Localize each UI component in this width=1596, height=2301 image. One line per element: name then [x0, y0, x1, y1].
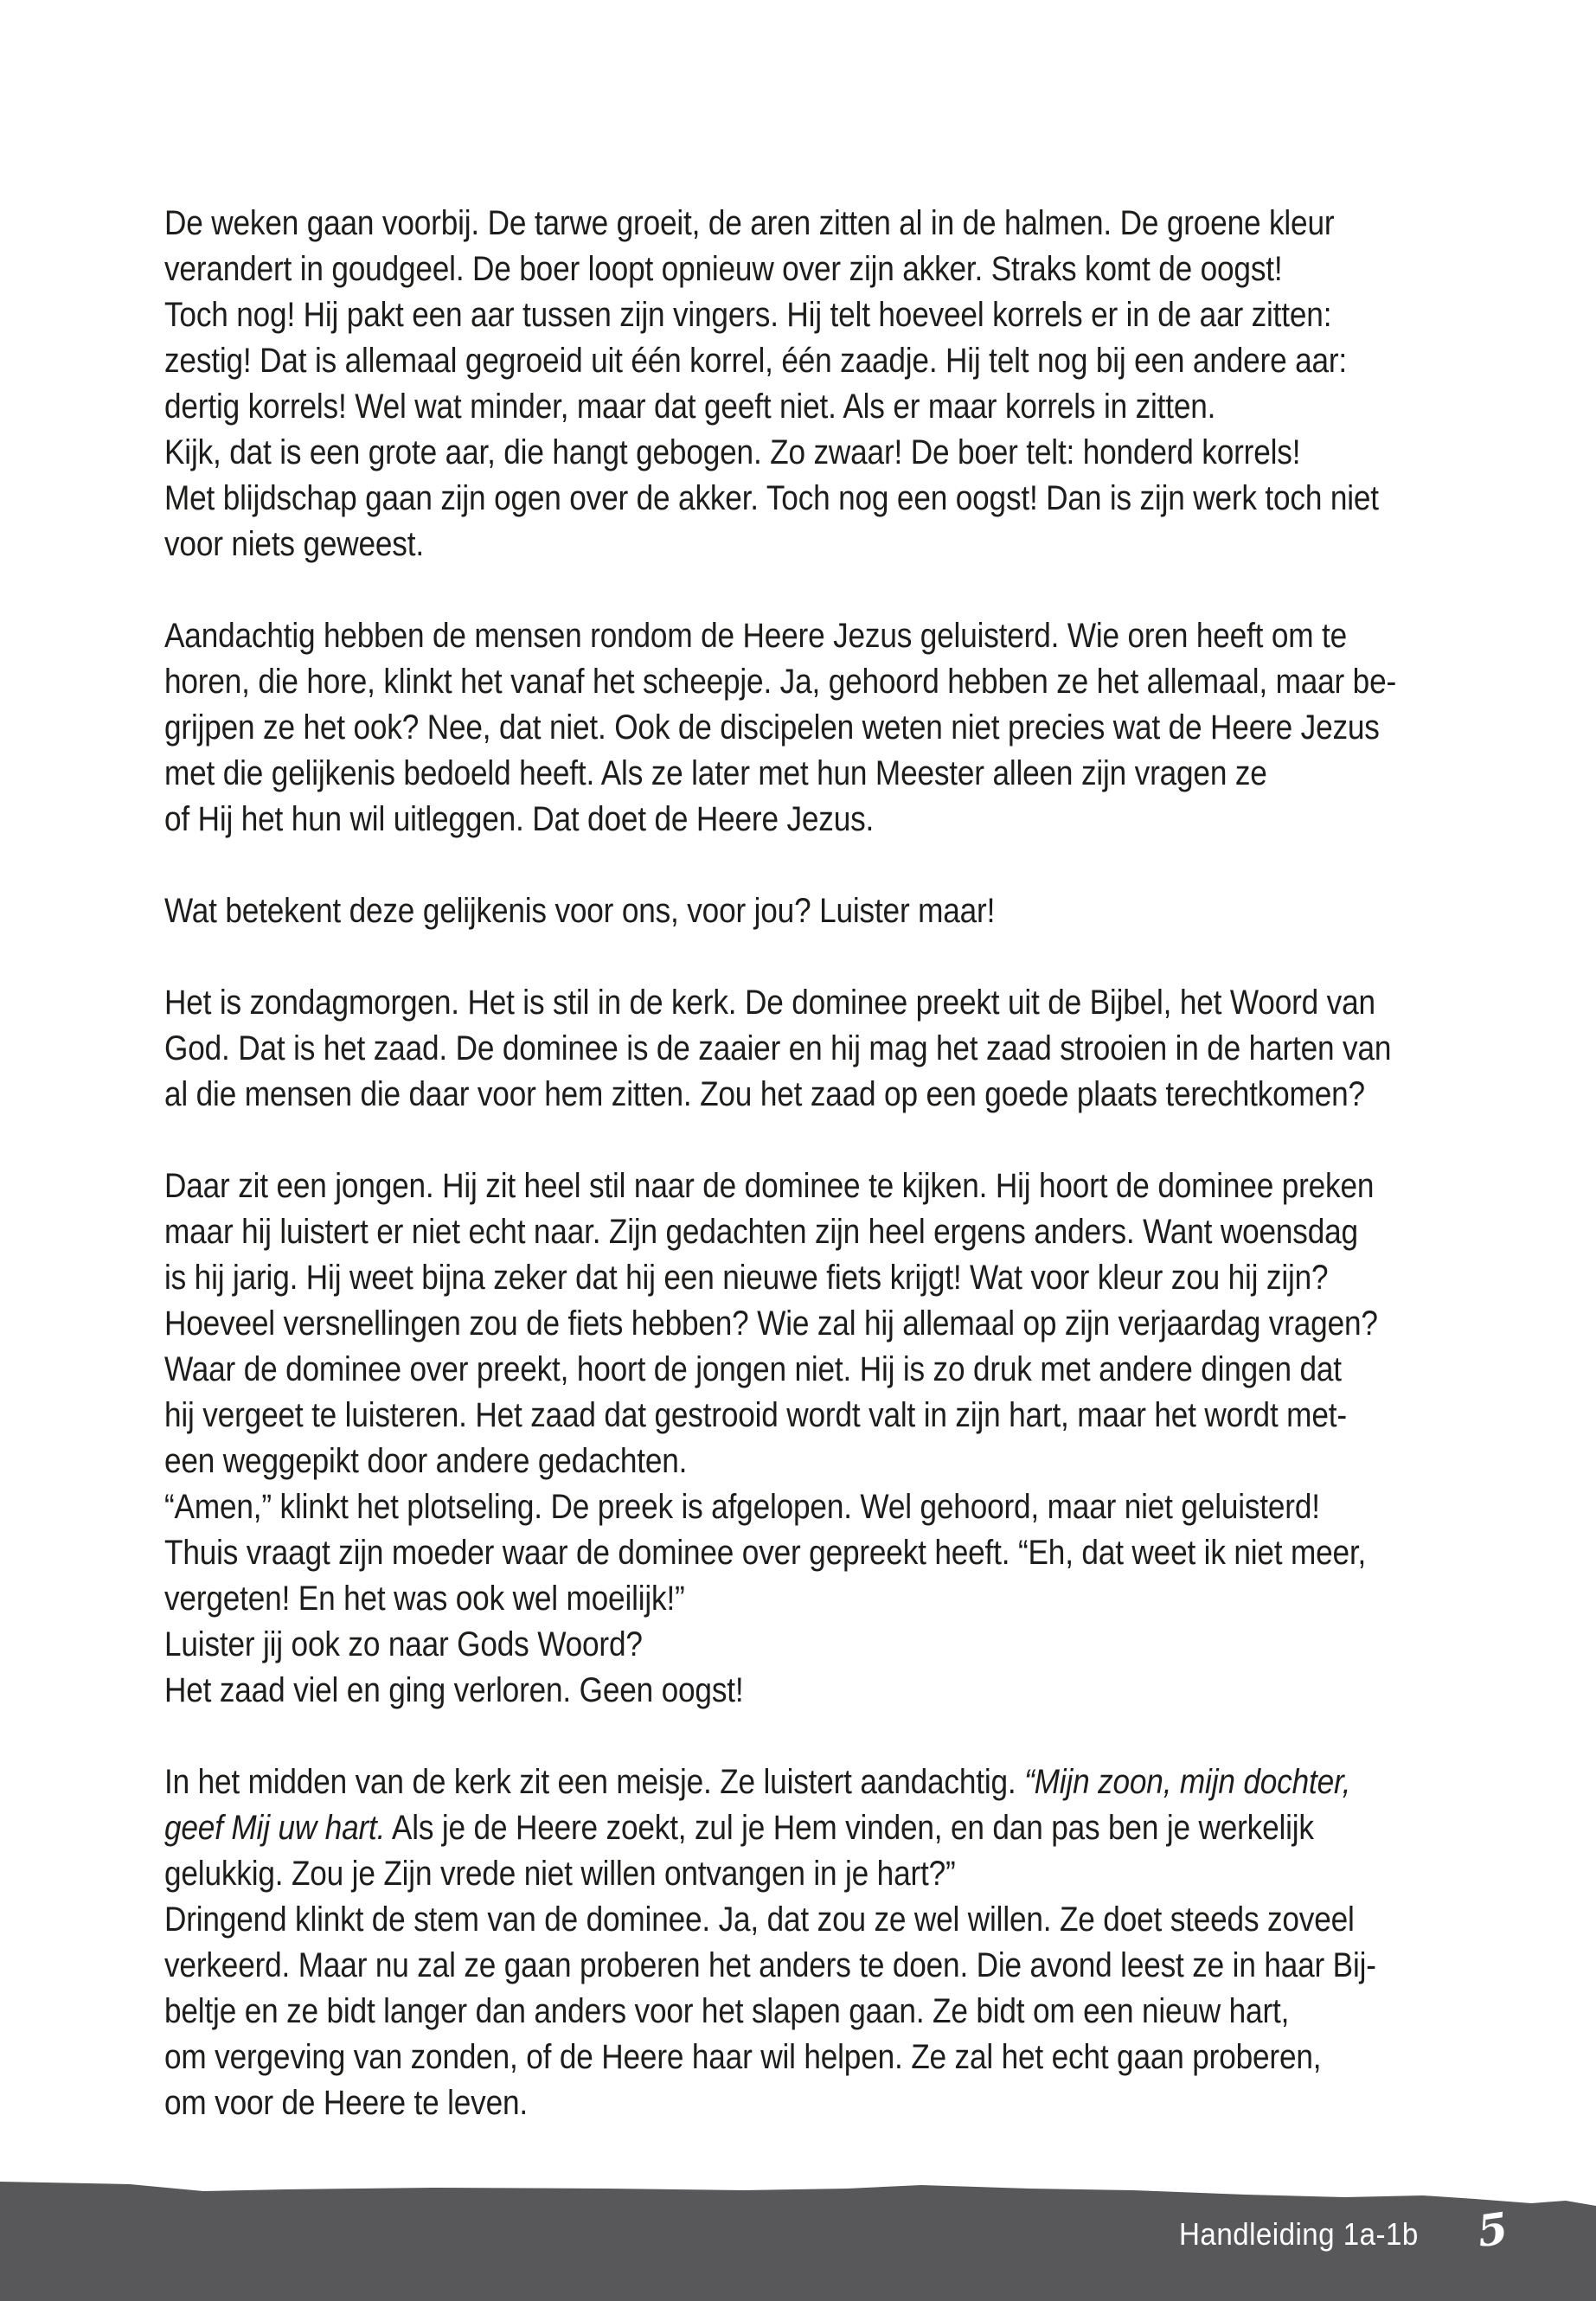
text-line: maar hij luistert er niet echt naar. Zijn gedachten zijn heel ergens anders. Want woensdag [164, 1213, 1358, 1251]
text-line: verkeerd. Maar nu zal ze gaan proberen het anders te doen. Die avond leest ze in haar Bij- [164, 1946, 1376, 1984]
text-line: De weken gaan voorbij. De tarwe groeit, de aren zitten al in de halmen. De groene kleur [164, 204, 1335, 242]
text-segment-italic: “Mijn zoon, mijn dochter, [1024, 1763, 1351, 1801]
text-line: dertig korrels! Wel wat minder, maar dat geeft niet. Als er maar korrels in zitten. [164, 388, 1216, 426]
paragraph-question [164, 888, 1474, 934]
text-line: vergeten! En het was ook wel moeilijk!” [164, 1580, 685, 1618]
paragraph-boy [164, 1163, 1474, 1714]
text-line: zestig! Dat is allemaal gegroeid uit één korrel, één zaadje. Hij telt nog bij een andere aar: [164, 342, 1348, 380]
text-line: Aandachtig hebben de mensen rondom de Heere Jezus geluisterd. Wie oren heeft om te [164, 617, 1348, 655]
text-line: “Amen,” klinkt het plotseling. De preek is afgelopen. Wel gehoord, maar niet geluisterd! [164, 1488, 1320, 1526]
text-line: Kijk, dat is een grote aar, die hangt gebogen. Zo zwaar! De boer telt: honderd korrels! [164, 433, 1301, 471]
text-line: Het zaad viel en ging verloren. Geen oogst! [164, 1671, 744, 1709]
text-line: Thuis vraagt zijn moeder waar de dominee over gepreekt heeft. “Eh, dat weet ik niet meer, [164, 1534, 1367, 1572]
text-line: gelukkig. Zou je Zijn vrede niet willen ontvangen in je hart?” [164, 1855, 956, 1893]
text-line [164, 1805, 1474, 1851]
text-segment: Als je de Heere zoekt, zul je Hem vinden, en dan pas ben je werkelijk [385, 1809, 1314, 1847]
text-line: horen, die hore, klinkt het vanaf het scheepje. Ja, gehoord hebben ze het allemaal, maar be- [164, 663, 1397, 701]
text-line: hij vergeet te luisteren. Het zaad dat gestrooid wordt valt in zijn hart, maar het wordt met- [164, 1396, 1347, 1434]
text-segment: In het midden van de kerk zit een meisje. Ze luistert aandachtig. [164, 1763, 1025, 1801]
footer-section-label: Handleiding 1a-1b [1179, 2216, 1419, 2252]
text-line: Hoeveel versnellingen zou de fiets hebben? Wie zal hij allemaal op zijn verjaardag vragen? [164, 1304, 1378, 1343]
paragraph-listeners [164, 613, 1474, 843]
text-line: een weggepikt door andere gedachten. [164, 1442, 688, 1480]
text-line: Het is zondagmorgen. Het is stil in de kerk. De dominee preekt uit de Bijbel, het Woord van [164, 984, 1375, 1022]
text-line: Wat betekent deze gelijkenis voor ons, voor jou? Luister maar! [164, 892, 996, 930]
text-line: grijpen ze het ook? Nee, dat niet. Ook de discipelen weten niet precies wat de Heere Jezus [164, 708, 1380, 747]
text-line: Met blijdschap gaan zijn ogen over de akker. Toch nog een oogst! Dan is zijn werk toch niet [164, 479, 1379, 517]
text-line: Dringend klinkt de stem van de dominee. Ja, dat zou ze wel willen. Ze doet steeds zoveel [164, 1900, 1355, 1939]
paragraph-girl [164, 1759, 1474, 2126]
text-line: om voor de Heere te leven. [164, 2084, 529, 2122]
text-line: Luister jij ook zo naar Gods Woord? [164, 1625, 643, 1663]
text-line: al die mensen die daar voor hem zitten. Zou het zaad op een goede plaats terechtkomen? [164, 1075, 1365, 1113]
text-line: Toch nog! Hij pakt een aar tussen zijn vingers. Hij telt hoeveel korrels er in de aar zitten: [164, 296, 1332, 334]
text-segment-italic: geef Mij uw hart. [164, 1809, 386, 1847]
text-line: met die gelijkenis bedoeld heeft. Als ze later met hun Meester alleen zijn vragen ze [164, 754, 1267, 792]
text-line [164, 1759, 1474, 1805]
page-body-text [164, 201, 1474, 2126]
page-number: 5 [1474, 2202, 1511, 2258]
text-line: of Hij het hun wil uitleggen. Dat doet de Heere Jezus. [164, 800, 875, 838]
text-line: Daar zit een jongen. Hij zit heel stil naar de dominee te kijken. Hij hoort de dominee preken [164, 1167, 1375, 1205]
text-line: is hij jarig. Hij weet bijna zeker dat hij een nieuwe fiets krijgt! Wat voor kleur zou hij zijn? [164, 1259, 1329, 1297]
paragraph-harvest [164, 201, 1474, 567]
text-line: Waar de dominee over preekt, hoort de jongen niet. Hij is zo druk met andere dingen dat [164, 1350, 1342, 1388]
text-line: God. Dat is het zaad. De dominee is de zaaier en hij mag het zaad strooien in de harten van [164, 1029, 1392, 1067]
paragraph-sunday-morning [164, 980, 1474, 1118]
text-line: verandert in goudgeel. De boer loopt opnieuw over zijn akker. Straks komt de oogst! [164, 250, 1283, 288]
text-line: voor niets geweest. [164, 525, 424, 563]
text-line: beltje en ze bidt langer dan anders voor het slapen gaan. Ze bidt om een nieuw hart, [164, 1992, 1290, 2030]
text-line: om vergeving van zonden, of de Heere haar wil helpen. Ze zal het echt gaan proberen, [164, 2038, 1322, 2076]
